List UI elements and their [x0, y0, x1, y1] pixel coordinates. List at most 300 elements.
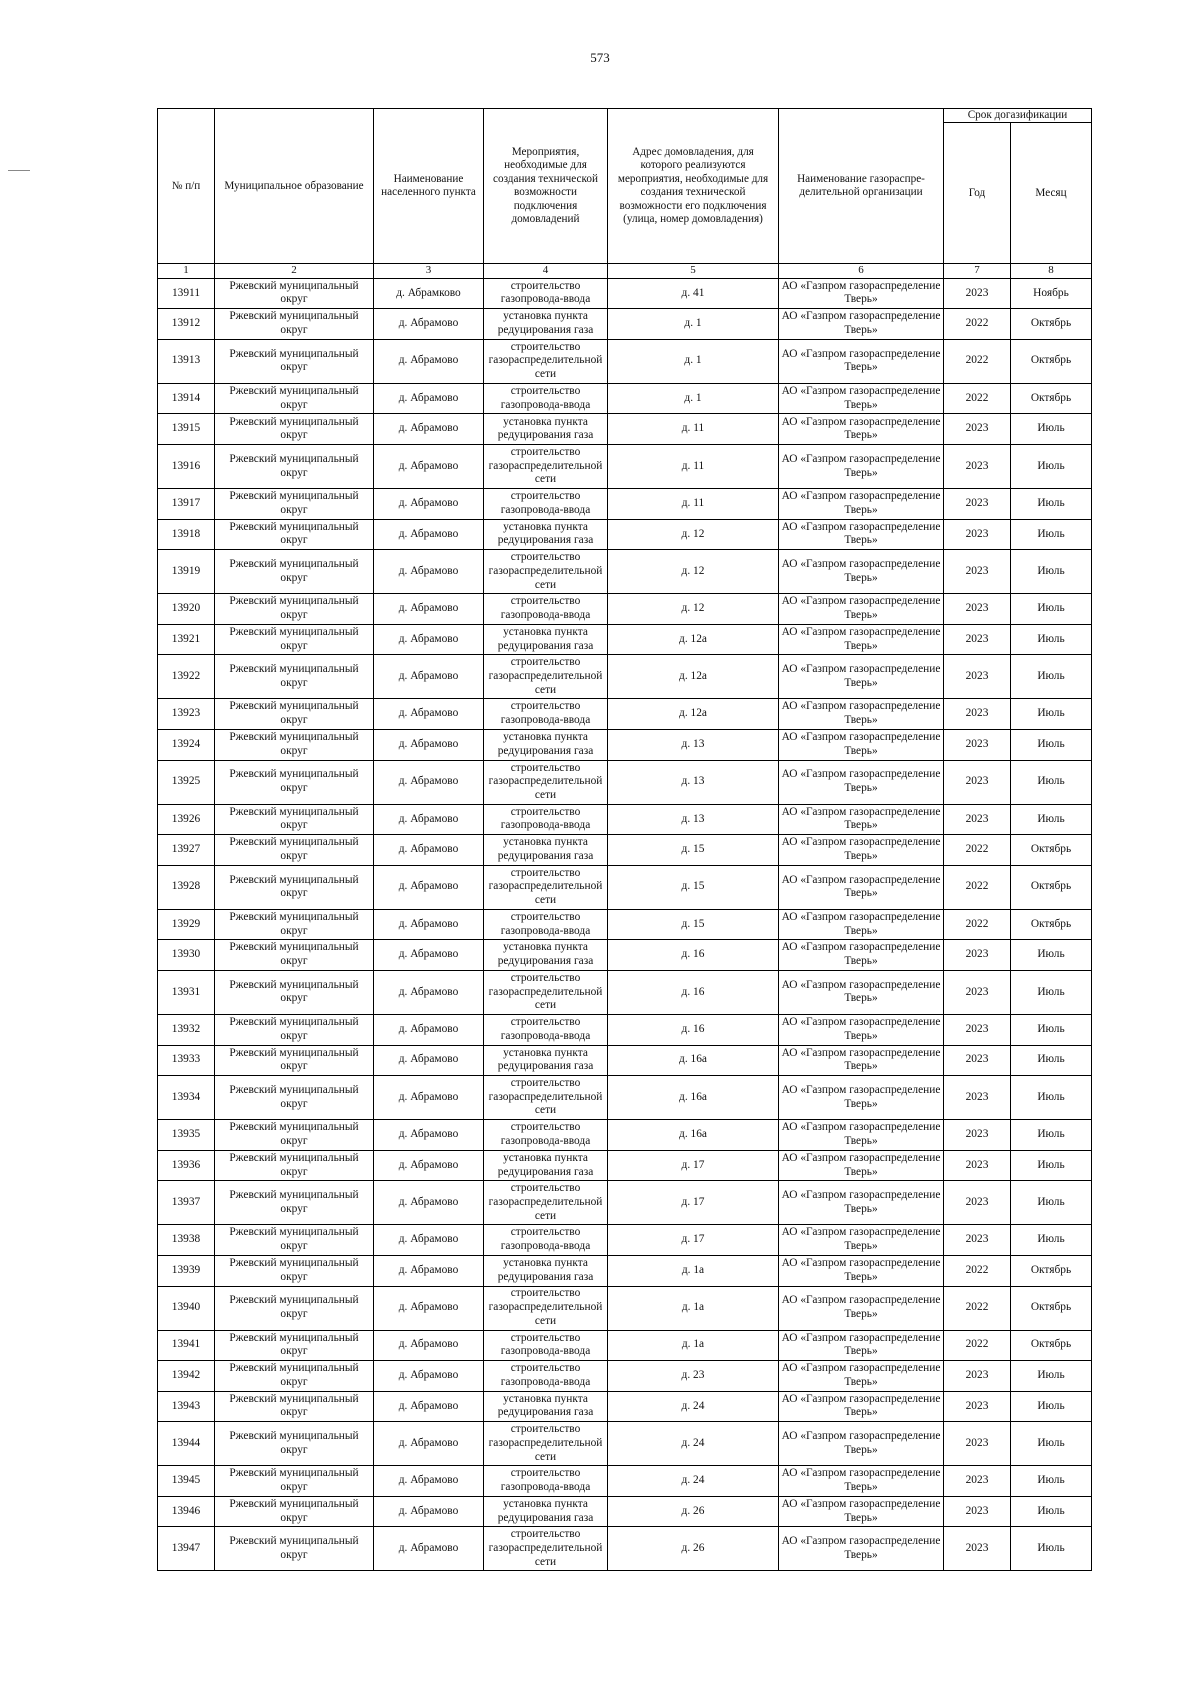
- table-row: [158, 383, 1092, 414]
- year-cell: 2023: [944, 1422, 1011, 1466]
- year-cell: 2022: [944, 1330, 1011, 1361]
- address-cell: д. 17: [608, 1150, 779, 1181]
- municipality-cell: Ржевский муниципальный округ: [215, 309, 374, 340]
- organization-cell: АО «Газпром газораспределение Тверь»: [779, 1255, 944, 1286]
- table-row: [158, 624, 1092, 655]
- address-cell: д. 16: [608, 940, 779, 971]
- year-cell: 2023: [944, 729, 1011, 760]
- address-cell: д. 26: [608, 1496, 779, 1527]
- year-cell: 2023: [944, 1527, 1011, 1571]
- settlement-cell: д. Абрамово: [374, 1466, 484, 1497]
- header-settlement: Наименование населенного пункта: [374, 109, 484, 264]
- measure-cell: строительство газораспределительной сети: [484, 339, 608, 383]
- organization-cell: АО «Газпром газораспределение Тверь»: [779, 414, 944, 445]
- address-cell: д. 24: [608, 1466, 779, 1497]
- year-cell: 2023: [944, 1045, 1011, 1076]
- table-row: [158, 1286, 1092, 1330]
- year-cell: 2023: [944, 1181, 1011, 1225]
- settlement-cell: д. Абрамово: [374, 1255, 484, 1286]
- year-cell: 2022: [944, 383, 1011, 414]
- organization-cell: АО «Газпром газораспределение Тверь»: [779, 1181, 944, 1225]
- table-row: [158, 1181, 1092, 1225]
- organization-cell: АО «Газпром газораспределение Тверь»: [779, 1076, 944, 1120]
- year-cell: 2023: [944, 1150, 1011, 1181]
- address-cell: д. 12: [608, 519, 779, 550]
- row-number-cell: 13941: [158, 1330, 215, 1361]
- address-cell: д. 16а: [608, 1120, 779, 1151]
- municipality-cell: Ржевский муниципальный округ: [215, 624, 374, 655]
- municipality-cell: Ржевский муниципальный округ: [215, 1255, 374, 1286]
- table-row: [158, 550, 1092, 594]
- row-number-cell: 13939: [158, 1255, 215, 1286]
- year-cell: 2022: [944, 909, 1011, 940]
- row-number-cell: 13942: [158, 1361, 215, 1392]
- month-cell: Июль: [1011, 1014, 1092, 1045]
- year-cell: 2023: [944, 1391, 1011, 1422]
- organization-cell: АО «Газпром газораспределение Тверь»: [779, 1330, 944, 1361]
- measure-cell: строительство газопровода-ввода: [484, 594, 608, 625]
- row-number-cell: 13921: [158, 624, 215, 655]
- organization-cell: АО «Газпром газораспределение Тверь»: [779, 383, 944, 414]
- municipality-cell: Ржевский муниципальный округ: [215, 909, 374, 940]
- row-number-cell: 13922: [158, 655, 215, 699]
- address-cell: д. 41: [608, 278, 779, 309]
- organization-cell: АО «Газпром газораспределение Тверь»: [779, 1391, 944, 1422]
- organization-cell: АО «Газпром газораспределение Тверь»: [779, 1120, 944, 1151]
- address-cell: д. 12: [608, 594, 779, 625]
- table-row: [158, 729, 1092, 760]
- row-number-cell: 13928: [158, 865, 215, 909]
- organization-cell: АО «Газпром газораспределение Тверь»: [779, 309, 944, 340]
- table-row: [158, 1496, 1092, 1527]
- month-cell: Июль: [1011, 1150, 1092, 1181]
- measure-cell: установка пункта редуцирования газа: [484, 519, 608, 550]
- table-row: [158, 699, 1092, 730]
- row-number-cell: 13926: [158, 804, 215, 835]
- address-cell: д. 23: [608, 1361, 779, 1392]
- organization-cell: АО «Газпром газораспределение Тверь»: [779, 1286, 944, 1330]
- year-cell: 2022: [944, 309, 1011, 340]
- organization-cell: АО «Газпром газораспределение Тверь»: [779, 655, 944, 699]
- month-cell: Октябрь: [1011, 865, 1092, 909]
- organization-cell: АО «Газпром газораспределение Тверь»: [779, 1150, 944, 1181]
- address-cell: д. 13: [608, 729, 779, 760]
- settlement-cell: д. Абрамово: [374, 1286, 484, 1330]
- row-number-cell: 13915: [158, 414, 215, 445]
- year-cell: 2022: [944, 865, 1011, 909]
- table-row: [158, 1391, 1092, 1422]
- address-cell: д. 12а: [608, 699, 779, 730]
- table-row: [158, 970, 1092, 1014]
- column-number: 4: [484, 264, 608, 278]
- row-number-cell: 13931: [158, 970, 215, 1014]
- table-body: [158, 278, 1092, 1571]
- measure-cell: строительство газораспределительной сети: [484, 760, 608, 804]
- organization-cell: АО «Газпром газораспределение Тверь»: [779, 278, 944, 309]
- year-cell: 2023: [944, 624, 1011, 655]
- row-number-cell: 13919: [158, 550, 215, 594]
- year-cell: 2023: [944, 445, 1011, 489]
- header-month: Месяц: [1011, 123, 1092, 264]
- municipality-cell: Ржевский муниципальный округ: [215, 760, 374, 804]
- month-cell: Июль: [1011, 624, 1092, 655]
- table-row: [158, 278, 1092, 309]
- year-cell: 2023: [944, 1496, 1011, 1527]
- table-row: [158, 1045, 1092, 1076]
- organization-cell: АО «Газпром газораспределение Тверь»: [779, 594, 944, 625]
- address-cell: д. 12а: [608, 624, 779, 655]
- municipality-cell: Ржевский муниципальный округ: [215, 655, 374, 699]
- column-number: 6: [779, 264, 944, 278]
- municipality-cell: Ржевский муниципальный округ: [215, 1391, 374, 1422]
- organization-cell: АО «Газпром газораспределение Тверь»: [779, 550, 944, 594]
- row-number-cell: 13944: [158, 1422, 215, 1466]
- year-cell: 2023: [944, 760, 1011, 804]
- header-measures: Мероприятия, необходимые для создания технической возможности подключения домовладений: [484, 109, 608, 264]
- municipality-cell: Ржевский муниципальный округ: [215, 1076, 374, 1120]
- municipality-cell: Ржевский муниципальный округ: [215, 940, 374, 971]
- measure-cell: строительство газопровода-ввода: [484, 1225, 608, 1256]
- row-number-cell: 13916: [158, 445, 215, 489]
- row-number-cell: 13935: [158, 1120, 215, 1151]
- table-row: [158, 1330, 1092, 1361]
- measure-cell: строительство газопровода-ввода: [484, 278, 608, 309]
- settlement-cell: д. Абрамово: [374, 865, 484, 909]
- measure-cell: строительство газораспределительной сети: [484, 445, 608, 489]
- settlement-cell: д. Абрамово: [374, 1330, 484, 1361]
- organization-cell: АО «Газпром газораспределение Тверь»: [779, 909, 944, 940]
- municipality-cell: Ржевский муниципальный округ: [215, 1120, 374, 1151]
- measure-cell: строительство газораспределительной сети: [484, 550, 608, 594]
- settlement-cell: д. Абрамово: [374, 1120, 484, 1151]
- measure-cell: строительство газопровода-ввода: [484, 804, 608, 835]
- year-cell: 2023: [944, 519, 1011, 550]
- table-row: [158, 655, 1092, 699]
- organization-cell: АО «Газпром газораспределение Тверь»: [779, 1466, 944, 1497]
- address-cell: д. 15: [608, 909, 779, 940]
- header-organization: Наименование газораспре-делительной организации: [779, 109, 944, 264]
- address-cell: д. 16а: [608, 1045, 779, 1076]
- column-number: 1: [158, 264, 215, 278]
- month-cell: Октябрь: [1011, 339, 1092, 383]
- settlement-cell: д. Абрамково: [374, 278, 484, 309]
- month-cell: Ноябрь: [1011, 278, 1092, 309]
- header-number: № п/п: [158, 109, 215, 264]
- row-number-cell: 13929: [158, 909, 215, 940]
- settlement-cell: д. Абрамово: [374, 970, 484, 1014]
- address-cell: д. 11: [608, 489, 779, 520]
- gasification-table: [157, 108, 1092, 1571]
- row-number-cell: 13927: [158, 835, 215, 866]
- header-address: Адрес домовладения, для которого реализуются мероприятия, необходимые для создания технической возможности его подключения (улица, номер домовладения): [608, 109, 779, 264]
- month-cell: Октябрь: [1011, 909, 1092, 940]
- settlement-cell: д. Абрамово: [374, 940, 484, 971]
- measure-cell: строительство газораспределительной сети: [484, 865, 608, 909]
- municipality-cell: Ржевский муниципальный округ: [215, 1181, 374, 1225]
- row-number-cell: 13933: [158, 1045, 215, 1076]
- organization-cell: АО «Газпром газораспределение Тверь»: [779, 1014, 944, 1045]
- organization-cell: АО «Газпром газораспределение Тверь»: [779, 1527, 944, 1571]
- measure-cell: установка пункта редуцирования газа: [484, 940, 608, 971]
- month-cell: Июль: [1011, 940, 1092, 971]
- column-number: 2: [215, 264, 374, 278]
- municipality-cell: Ржевский муниципальный округ: [215, 1496, 374, 1527]
- municipality-cell: Ржевский муниципальный округ: [215, 383, 374, 414]
- header-deadline-group: Срок догазификации: [944, 109, 1092, 123]
- month-cell: Октябрь: [1011, 835, 1092, 866]
- settlement-cell: д. Абрамово: [374, 1391, 484, 1422]
- organization-cell: АО «Газпром газораспределение Тверь»: [779, 699, 944, 730]
- table-row: [158, 1076, 1092, 1120]
- table-row: [158, 865, 1092, 909]
- settlement-cell: д. Абрамово: [374, 1496, 484, 1527]
- table-row: [158, 339, 1092, 383]
- table-row: [158, 909, 1092, 940]
- municipality-cell: Ржевский муниципальный округ: [215, 1225, 374, 1256]
- month-cell: Июль: [1011, 1181, 1092, 1225]
- organization-cell: АО «Газпром газораспределение Тверь»: [779, 970, 944, 1014]
- row-number-cell: 13912: [158, 309, 215, 340]
- month-cell: Июль: [1011, 414, 1092, 445]
- settlement-cell: д. Абрамово: [374, 760, 484, 804]
- settlement-cell: д. Абрамово: [374, 1076, 484, 1120]
- year-cell: 2023: [944, 940, 1011, 971]
- measure-cell: строительство газопровода-ввода: [484, 1330, 608, 1361]
- address-cell: д. 12а: [608, 655, 779, 699]
- row-number-cell: 13917: [158, 489, 215, 520]
- organization-cell: АО «Газпром газораспределение Тверь»: [779, 1422, 944, 1466]
- table-row: [158, 414, 1092, 445]
- year-cell: 2023: [944, 1225, 1011, 1256]
- address-cell: д. 11: [608, 445, 779, 489]
- month-cell: Июль: [1011, 699, 1092, 730]
- settlement-cell: д. Абрамово: [374, 445, 484, 489]
- measure-cell: установка пункта редуцирования газа: [484, 1391, 608, 1422]
- measure-cell: строительство газораспределительной сети: [484, 1181, 608, 1225]
- table-row: [158, 1225, 1092, 1256]
- row-number-cell: 13938: [158, 1225, 215, 1256]
- table-row: [158, 309, 1092, 340]
- table-row: [158, 1466, 1092, 1497]
- row-number-cell: 13925: [158, 760, 215, 804]
- year-cell: 2023: [944, 1466, 1011, 1497]
- address-cell: д. 1а: [608, 1255, 779, 1286]
- month-cell: Июль: [1011, 655, 1092, 699]
- organization-cell: АО «Газпром газораспределение Тверь»: [779, 835, 944, 866]
- organization-cell: АО «Газпром газораспределение Тверь»: [779, 1225, 944, 1256]
- measure-cell: строительство газопровода-ввода: [484, 1014, 608, 1045]
- measure-cell: установка пункта редуцирования газа: [484, 1255, 608, 1286]
- year-cell: 2023: [944, 699, 1011, 730]
- organization-cell: АО «Газпром газораспределение Тверь»: [779, 445, 944, 489]
- year-cell: 2023: [944, 414, 1011, 445]
- month-cell: Июль: [1011, 1120, 1092, 1151]
- table-row: [158, 804, 1092, 835]
- row-number-cell: 13920: [158, 594, 215, 625]
- measure-cell: строительство газопровода-ввода: [484, 1466, 608, 1497]
- month-cell: Июль: [1011, 445, 1092, 489]
- year-cell: 2023: [944, 804, 1011, 835]
- address-cell: д. 1а: [608, 1286, 779, 1330]
- settlement-cell: д. Абрамово: [374, 1527, 484, 1571]
- address-cell: д. 1а: [608, 1330, 779, 1361]
- measure-cell: установка пункта редуцирования газа: [484, 729, 608, 760]
- address-cell: д. 16: [608, 1014, 779, 1045]
- month-cell: Июль: [1011, 1361, 1092, 1392]
- month-cell: Июль: [1011, 804, 1092, 835]
- month-cell: Июль: [1011, 1466, 1092, 1497]
- settlement-cell: д. Абрамово: [374, 550, 484, 594]
- year-cell: 2022: [944, 1255, 1011, 1286]
- measure-cell: установка пункта редуцирования газа: [484, 1496, 608, 1527]
- address-cell: д. 16а: [608, 1076, 779, 1120]
- municipality-cell: Ржевский муниципальный округ: [215, 1150, 374, 1181]
- address-cell: д. 12: [608, 550, 779, 594]
- settlement-cell: д. Абрамово: [374, 729, 484, 760]
- table-row: [158, 594, 1092, 625]
- column-number: 8: [1011, 264, 1092, 278]
- municipality-cell: Ржевский муниципальный округ: [215, 594, 374, 625]
- column-number: 5: [608, 264, 779, 278]
- column-numbers-row: [158, 264, 1092, 278]
- municipality-cell: Ржевский муниципальный округ: [215, 1466, 374, 1497]
- measure-cell: строительство газораспределительной сети: [484, 1422, 608, 1466]
- settlement-cell: д. Абрамово: [374, 339, 484, 383]
- month-cell: Июль: [1011, 1225, 1092, 1256]
- year-cell: 2023: [944, 550, 1011, 594]
- municipality-cell: Ржевский муниципальный округ: [215, 445, 374, 489]
- row-number-cell: 13923: [158, 699, 215, 730]
- year-cell: 2023: [944, 489, 1011, 520]
- settlement-cell: д. Абрамово: [374, 1150, 484, 1181]
- organization-cell: АО «Газпром газораспределение Тверь»: [779, 1045, 944, 1076]
- address-cell: д. 11: [608, 414, 779, 445]
- municipality-cell: Ржевский муниципальный округ: [215, 729, 374, 760]
- address-cell: д. 16: [608, 970, 779, 1014]
- row-number-cell: 13924: [158, 729, 215, 760]
- year-cell: 2023: [944, 1361, 1011, 1392]
- month-cell: Октябрь: [1011, 1255, 1092, 1286]
- month-cell: Октябрь: [1011, 1286, 1092, 1330]
- organization-cell: АО «Газпром газораспределение Тверь»: [779, 489, 944, 520]
- measure-cell: строительство газораспределительной сети: [484, 1286, 608, 1330]
- row-number-cell: 13937: [158, 1181, 215, 1225]
- year-cell: 2022: [944, 1286, 1011, 1330]
- table-row: [158, 1361, 1092, 1392]
- municipality-cell: Ржевский муниципальный округ: [215, 1286, 374, 1330]
- table-row: [158, 1255, 1092, 1286]
- settlement-cell: д. Абрамово: [374, 624, 484, 655]
- month-cell: Июль: [1011, 1076, 1092, 1120]
- settlement-cell: д. Абрамово: [374, 1045, 484, 1076]
- year-cell: 2023: [944, 970, 1011, 1014]
- row-number-cell: 13943: [158, 1391, 215, 1422]
- year-cell: 2023: [944, 278, 1011, 309]
- month-cell: Июль: [1011, 729, 1092, 760]
- municipality-cell: Ржевский муниципальный округ: [215, 865, 374, 909]
- month-cell: Июль: [1011, 760, 1092, 804]
- municipality-cell: Ржевский муниципальный округ: [215, 1361, 374, 1392]
- month-cell: Июль: [1011, 519, 1092, 550]
- organization-cell: АО «Газпром газораспределение Тверь»: [779, 729, 944, 760]
- municipality-cell: Ржевский муниципальный округ: [215, 1045, 374, 1076]
- settlement-cell: д. Абрамово: [374, 1225, 484, 1256]
- table-row: [158, 519, 1092, 550]
- measure-cell: установка пункта редуцирования газа: [484, 1150, 608, 1181]
- settlement-cell: д. Абрамово: [374, 1014, 484, 1045]
- municipality-cell: Ржевский муниципальный округ: [215, 1422, 374, 1466]
- table-row: [158, 489, 1092, 520]
- row-number-cell: 13911: [158, 278, 215, 309]
- organization-cell: АО «Газпром газораспределение Тверь»: [779, 865, 944, 909]
- municipality-cell: Ржевский муниципальный округ: [215, 1330, 374, 1361]
- address-cell: д. 17: [608, 1181, 779, 1225]
- row-number-cell: 13934: [158, 1076, 215, 1120]
- header-year: Год: [944, 123, 1011, 264]
- settlement-cell: д. Абрамово: [374, 519, 484, 550]
- settlement-cell: д. Абрамово: [374, 414, 484, 445]
- municipality-cell: Ржевский муниципальный округ: [215, 550, 374, 594]
- table-row: [158, 940, 1092, 971]
- row-number-cell: 13946: [158, 1496, 215, 1527]
- row-number-cell: 13932: [158, 1014, 215, 1045]
- municipality-cell: Ржевский муниципальный округ: [215, 804, 374, 835]
- table-row: [158, 1150, 1092, 1181]
- row-number-cell: 13940: [158, 1286, 215, 1330]
- measure-cell: строительство газораспределительной сети: [484, 1527, 608, 1571]
- column-number: 7: [944, 264, 1011, 278]
- measure-cell: строительство газопровода-ввода: [484, 1120, 608, 1151]
- settlement-cell: д. Абрамово: [374, 699, 484, 730]
- organization-cell: АО «Газпром газораспределение Тверь»: [779, 1496, 944, 1527]
- settlement-cell: д. Абрамово: [374, 804, 484, 835]
- row-number-cell: 13945: [158, 1466, 215, 1497]
- settlement-cell: д. Абрамово: [374, 489, 484, 520]
- organization-cell: АО «Газпром газораспределение Тверь»: [779, 804, 944, 835]
- municipality-cell: Ржевский муниципальный округ: [215, 970, 374, 1014]
- organization-cell: АО «Газпром газораспределение Тверь»: [779, 624, 944, 655]
- year-cell: 2023: [944, 1120, 1011, 1151]
- organization-cell: АО «Газпром газораспределение Тверь»: [779, 940, 944, 971]
- municipality-cell: Ржевский муниципальный округ: [215, 489, 374, 520]
- organization-cell: АО «Газпром газораспределение Тверь»: [779, 519, 944, 550]
- address-cell: д. 1: [608, 383, 779, 414]
- month-cell: Июль: [1011, 1422, 1092, 1466]
- month-cell: Октябрь: [1011, 309, 1092, 340]
- month-cell: Июль: [1011, 489, 1092, 520]
- settlement-cell: д. Абрамово: [374, 383, 484, 414]
- table-row: [158, 1422, 1092, 1466]
- municipality-cell: Ржевский муниципальный округ: [215, 1014, 374, 1045]
- table-row: [158, 1527, 1092, 1571]
- settlement-cell: д. Абрамово: [374, 909, 484, 940]
- month-cell: Июль: [1011, 1496, 1092, 1527]
- year-cell: 2023: [944, 1014, 1011, 1045]
- measure-cell: строительство газораспределительной сети: [484, 655, 608, 699]
- municipality-cell: Ржевский муниципальный округ: [215, 835, 374, 866]
- measure-cell: строительство газораспределительной сети: [484, 970, 608, 1014]
- address-cell: д. 24: [608, 1422, 779, 1466]
- address-cell: д. 15: [608, 835, 779, 866]
- measure-cell: строительство газопровода-ввода: [484, 699, 608, 730]
- measure-cell: строительство газопровода-ввода: [484, 1361, 608, 1392]
- month-cell: Июль: [1011, 550, 1092, 594]
- table-row: [158, 445, 1092, 489]
- settlement-cell: д. Абрамово: [374, 1422, 484, 1466]
- header-municipality: Муниципальное образование: [215, 109, 374, 264]
- address-cell: д. 24: [608, 1391, 779, 1422]
- municipality-cell: Ржевский муниципальный округ: [215, 278, 374, 309]
